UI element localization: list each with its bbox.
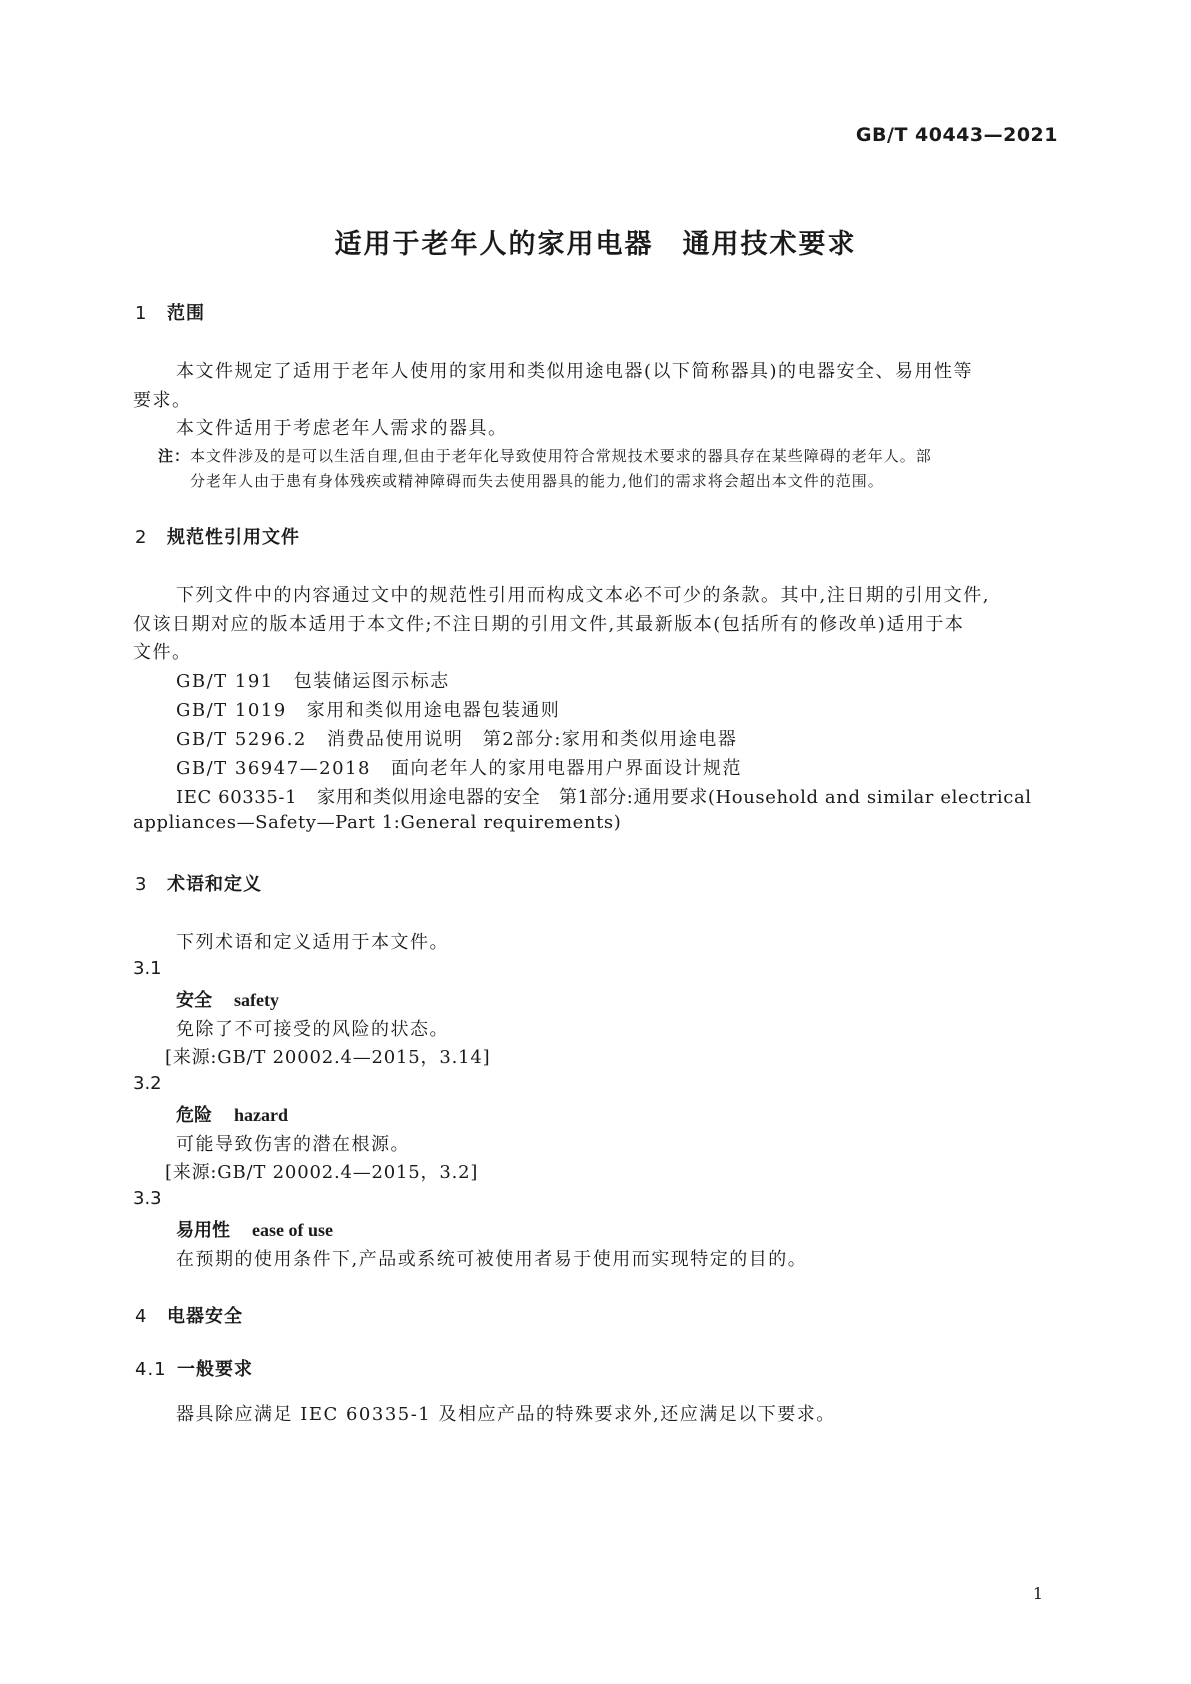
section-number: 1: [135, 303, 148, 324]
reference-item: [176, 783, 1032, 809]
term-en: safety: [234, 990, 279, 1010]
term-number: 3.3: [133, 1188, 162, 1209]
section-title: 电器安全: [167, 1306, 243, 1327]
normative-intro-line: 下列文件中的内容通过文中的规范性引用而构成文本必不可少的条款。其中,注日期的引用文件,: [176, 585, 990, 606]
term-source: [来源:GB/T 20002.4—2015，3.14]: [165, 1047, 491, 1068]
general-requirements-paragraph: 器具除应满足 IEC 60335-1 及相应产品的特殊要求外,还应满足以下要求。: [176, 1404, 836, 1425]
term-zh: 安全: [176, 990, 212, 1011]
section-number: 3: [135, 874, 148, 895]
subsection-number: 4.1: [135, 1359, 167, 1380]
reference-title: 家用和类似用途电器包装通则: [306, 700, 561, 721]
term-zh: 易用性: [176, 1220, 230, 1241]
standard-number: GB/T 40443—2021: [855, 124, 1058, 146]
section-3-heading: [135, 870, 262, 896]
term-number: 3.1: [133, 958, 162, 979]
term-en: ease of use: [252, 1220, 333, 1240]
term-zh: 危险: [176, 1105, 212, 1126]
reference-title: 面向老年人的家用电器用户界面设计规范: [390, 758, 742, 779]
section-2-heading: [135, 523, 300, 549]
section-title: 规范性引用文件: [167, 527, 300, 548]
reference-code: GB/T 191: [176, 671, 274, 692]
reference-code: GB/T 5296.2: [176, 729, 307, 750]
reference-continuation: appliances—Safety—Part 1:General requirements): [133, 812, 622, 833]
note-line: 分老年人由于患有身体残疾或精神障碍而失去使用器具的能力,他们的需求将会超出本文件的范围。: [190, 472, 884, 490]
term-heading: [176, 1101, 288, 1127]
section-title: 范围: [167, 303, 205, 324]
terms-intro: 下列术语和定义适用于本文件。: [176, 932, 449, 953]
term-number: 3.2: [133, 1073, 162, 1094]
reference-item: [176, 754, 742, 780]
reference-code: GB/T 36947—2018: [176, 758, 371, 779]
section-title: 术语和定义: [167, 874, 262, 895]
scope-paragraph-line: 要求。: [133, 390, 192, 411]
subsection-title: 一般要求: [177, 1359, 253, 1380]
reference-code: IEC 60335-1: [176, 787, 298, 808]
term-en: hazard: [234, 1105, 288, 1125]
section-4-heading: [135, 1302, 243, 1328]
reference-item: [176, 725, 737, 751]
note-line: [158, 445, 932, 466]
section-1-heading: [135, 299, 205, 325]
scope-paragraph: 本文件适用于考虑老年人需求的器具。: [176, 418, 508, 439]
note-label: 注：: [158, 447, 191, 465]
term-definition: 在预期的使用条件下,产品或系统可被使用者易于使用而实现特定的目的。: [176, 1249, 808, 1270]
scope-paragraph-line: 本文件规定了适用于老年人使用的家用和类似用途电器(以下简称器具)的电器安全、易用性等: [176, 361, 974, 382]
term-definition: 免除了不可接受的风险的状态。: [176, 1019, 449, 1040]
page-number: 1: [1032, 1584, 1043, 1603]
normative-intro-line: 文件。: [133, 642, 192, 663]
reference-item: [176, 696, 560, 722]
reference-title: 家用和类似用途电器的安全 第1部分:通用要求(Household and similar electrical: [317, 787, 1032, 808]
section-number: 2: [135, 527, 148, 548]
reference-code: GB/T 1019: [176, 700, 287, 721]
reference-title: 包装储运图示标志: [293, 671, 450, 692]
term-source: [来源:GB/T 20002.4—2015，3.2]: [165, 1162, 479, 1183]
term-heading: [176, 986, 279, 1012]
subsection-4-1-heading: [135, 1355, 253, 1381]
note-text: 本文件涉及的是可以生活自理,但由于老年化导致使用符合常规技术要求的器具存在某些障碍的老年人。部: [190, 447, 932, 465]
reference-item: [176, 667, 450, 693]
reference-title: 消费品使用说明 第2部分:家用和类似用途电器: [326, 729, 738, 750]
document-title: 适用于老年人的家用电器 通用技术要求: [334, 229, 857, 260]
section-number: 4: [135, 1306, 148, 1327]
term-heading: [176, 1216, 333, 1242]
term-definition: 可能导致伤害的潜在根源。: [176, 1134, 410, 1155]
normative-intro-line: 仅该日期对应的版本适用于本文件;不注日期的引用文件,其最新版本(包括所有的修改单)适用于本: [133, 614, 965, 635]
